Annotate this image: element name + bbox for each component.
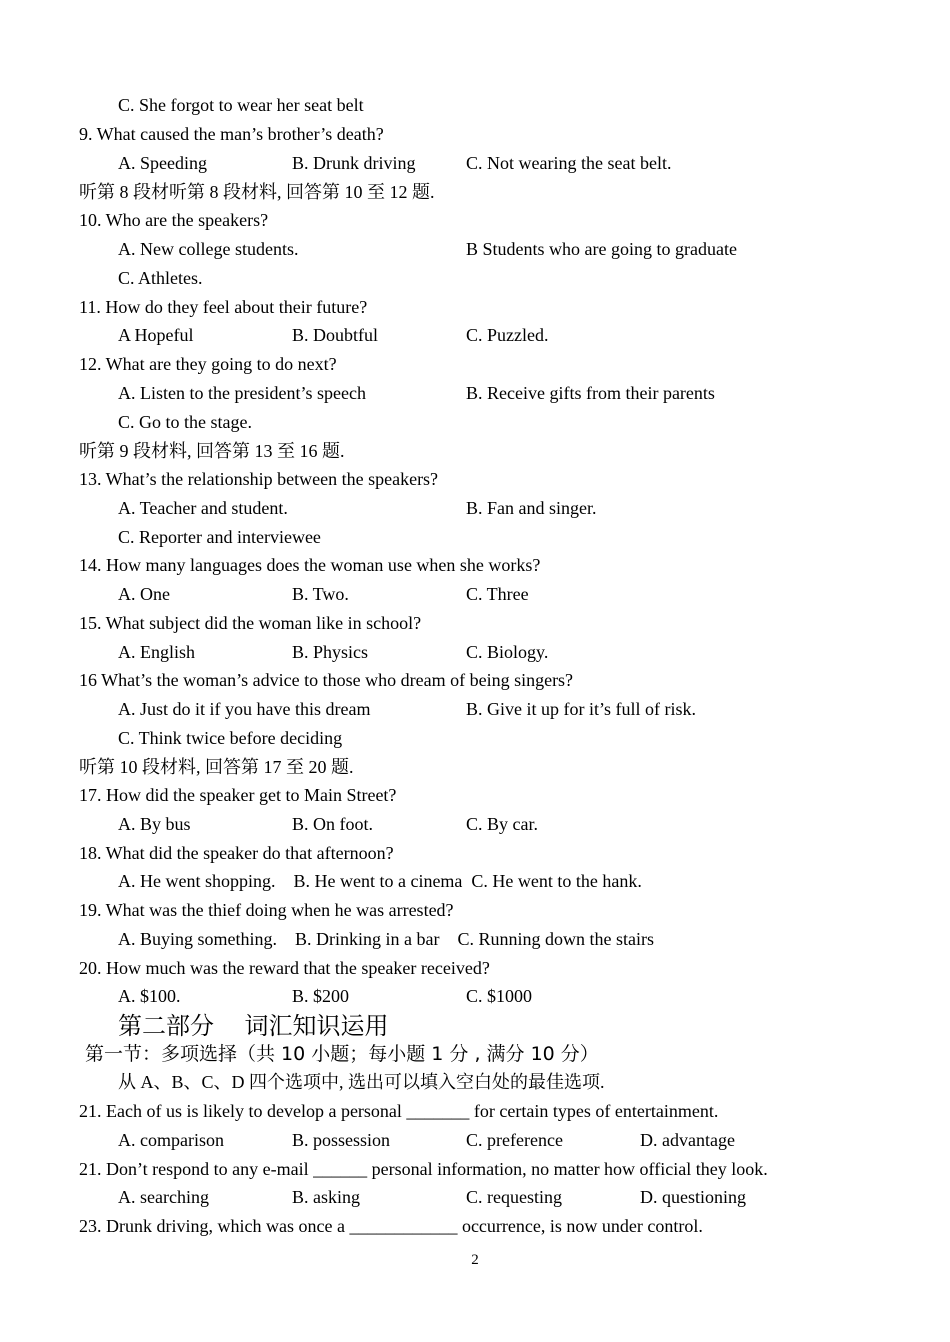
option-a: A. By bus (118, 814, 191, 834)
section-heading: 第一节：多项选择（共 10 小题；每小题 1 分 , 满分 10 分） (85, 1043, 599, 1065)
option-a: A. New college students. (118, 239, 299, 259)
option-a: A. searching (118, 1187, 209, 1207)
option-b: B. $200 (292, 986, 350, 1006)
question-21: 21. Each of us is likely to develop a personal _______ for certain types of entertainment. (79, 1101, 719, 1121)
option-line: C. She forgot to wear her seat belt (118, 95, 364, 115)
question-18: 18. What did the speaker do that afternoon? (79, 843, 394, 863)
question-19: 19. What was the thief doing when he was arrested? (79, 900, 454, 920)
option-b: B. On foot. (292, 814, 373, 834)
option-c: C. $1000 (466, 986, 533, 1006)
options-row: A. He went shopping. B. He went to a cinema C. He went to the hank. (118, 871, 642, 891)
question-12: 12. What are they going to do next? (79, 354, 337, 374)
question-22: 21. Don’t respond to any e-mail ______ personal information, no matter how official they look. (79, 1159, 768, 1179)
question-10: 10. Who are the speakers? (79, 210, 269, 230)
page-number: 2 (471, 1252, 479, 1268)
question-20: 20. How much was the reward that the speaker received? (79, 958, 490, 978)
option-b: B. asking (292, 1187, 361, 1207)
option-c: C. Not wearing the seat belt. (466, 153, 672, 173)
options-row: A. Buying something. B. Drinking in a bar C. Running down the stairs (118, 929, 654, 949)
option-c: C. Athletes. (118, 268, 203, 288)
option-b: B. possession (292, 1130, 391, 1150)
option-b: B. Receive gifts from their parents (466, 383, 715, 403)
option-c: C. Biology. (466, 642, 549, 662)
option-c: C. requesting (466, 1187, 562, 1207)
option-c: C. Go to the stage. (118, 412, 252, 432)
question-23: 23. Drunk driving, which was once a ____________ occurrence, is now under control. (79, 1216, 703, 1236)
question-13: 13. What’s the relationship between the speakers? (79, 469, 439, 489)
option-b: B. Two. (292, 584, 349, 604)
option-c: C. Puzzled. (466, 325, 549, 345)
option-a: A. $100. (118, 986, 181, 1006)
option-d: D. questioning (640, 1187, 746, 1207)
question-9: 9. What caused the man’s brother’s death? (79, 124, 384, 144)
option-b: B. Give it up for it’s full of risk. (466, 699, 696, 719)
question-16: 16 What’s the woman’s advice to those who dream of being singers? (79, 670, 574, 690)
option-a: A. Teacher and student. (118, 498, 288, 518)
option-d: D. advantage (640, 1130, 735, 1150)
part-heading: 第二部分 词汇知识运用 (118, 1012, 389, 1040)
option-a: A. Just do it if you have this dream (118, 699, 371, 719)
option-c: C. By car. (466, 814, 538, 834)
option-b: B Students who are going to graduate (466, 239, 737, 259)
question-17: 17. How did the speaker get to Main Street? (79, 785, 397, 805)
question-11: 11. How do they feel about their future? (79, 297, 368, 317)
option-a: A. Speeding (118, 153, 207, 173)
option-a: A. One (118, 584, 170, 604)
section-instruction: 听第 10 段材料, 回答第 17 至 20 题. (79, 757, 354, 777)
option-a: A. comparison (118, 1130, 224, 1150)
option-b: B. Fan and singer. (466, 498, 597, 518)
option-a: A Hopeful (118, 325, 194, 345)
option-b: B. Doubtful (292, 325, 379, 345)
question-14: 14. How many languages does the woman use when she works? (79, 555, 541, 575)
option-a: A. English (118, 642, 196, 662)
section-instruction: 听第 8 段材听第 8 段材料, 回答第 10 至 12 题. (79, 182, 435, 202)
section-instruction: 听第 9 段材料, 回答第 13 至 16 题. (79, 441, 345, 461)
option-c: C. preference (466, 1130, 563, 1150)
section-instruction: 从 A、B、C、D 四个选项中, 选出可以填入空白处的最佳选项. (118, 1072, 605, 1092)
option-c: C. Think twice before deciding (118, 728, 343, 748)
option-c: C. Reporter and interviewee (118, 527, 321, 547)
option-c: C. Three (466, 584, 529, 604)
option-a: A. Listen to the president’s speech (118, 383, 366, 403)
option-b: B. Drunk driving (292, 153, 416, 173)
option-b: B. Physics (292, 642, 369, 662)
question-15: 15. What subject did the woman like in school? (79, 613, 422, 633)
